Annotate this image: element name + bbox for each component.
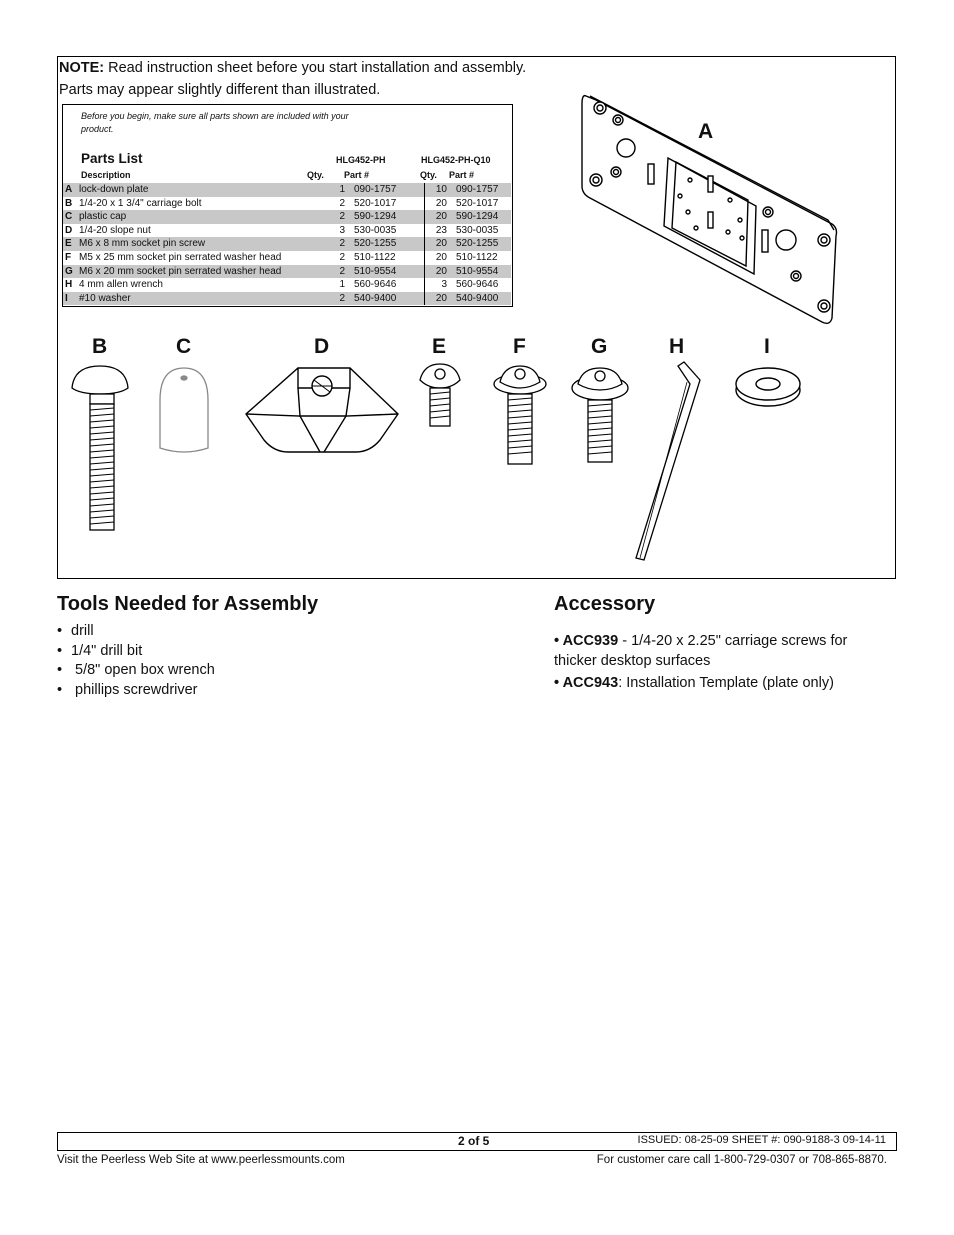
washer-drawing	[736, 368, 800, 406]
carriage-bolt-drawing	[72, 366, 128, 530]
parts-cell-letter: G	[63, 265, 79, 279]
col-part1: Part #	[344, 170, 370, 180]
label-i: I	[764, 335, 770, 358]
parts-cell-qty2: 20	[435, 197, 447, 209]
socket-pin-screw-drawing	[420, 364, 460, 426]
parts-cell-part2: 560-9646	[456, 279, 499, 291]
parts-cell-qty2: 20	[435, 251, 447, 263]
page-number: 2 of 5	[458, 1134, 490, 1148]
parts-cell-part2: 540-9400	[447, 292, 511, 306]
parts-cell-qty1: 2	[331, 237, 345, 251]
accessory-item-2: • ACC943: Installation Template (plate only)	[554, 675, 834, 691]
parts-cell-part1: 520-1255	[345, 237, 425, 251]
parts-cell-part1: 090-1757	[345, 183, 425, 197]
label-f: F	[513, 335, 526, 358]
accessory-title: Accessory	[554, 593, 656, 615]
parts-cell-letter: I	[63, 292, 79, 306]
parts-cell-qty1: 1	[339, 279, 345, 291]
parts-cell-desc: M6 x 20 mm socket pin serrated washer head	[79, 265, 331, 279]
tool-item: • 1/4" drill bit	[57, 642, 215, 662]
tool-item: • drill	[57, 622, 215, 642]
slope-nut-drawing	[246, 368, 398, 452]
accessory-item-1: • ACC939 - 1/4-20 x 2.25" carriage screws for thicker desktop surfaces	[554, 633, 848, 669]
tool-item: • 5/8" open box wrench	[57, 661, 215, 681]
parts-cell-part2: 510-1122	[456, 251, 498, 263]
parts-cell-desc: 4 mm allen wrench	[79, 279, 163, 291]
note-line1: Read instruction sheet before you start installation and assembly.	[104, 60, 527, 76]
parts-cell-qty2: 20	[425, 292, 448, 306]
acc943-code: ACC943	[562, 675, 619, 691]
model2-header: HLG452-PH-Q10	[421, 155, 491, 165]
label-b: B	[92, 335, 108, 358]
parts-cell-qty1: 3	[339, 224, 345, 236]
parts-cell-desc: lock-down plate	[79, 183, 331, 197]
label-a: A	[698, 120, 714, 143]
col-part2: Part #	[449, 170, 475, 180]
parts-cell-desc: plastic cap	[79, 210, 331, 224]
parts-cell-part1: 540-9400	[345, 292, 425, 306]
note-line2: Parts may appear slightly different than illustrated.	[59, 82, 381, 98]
parts-cell-part2: 530-0035	[456, 224, 499, 236]
acc939-text: - 1/4-20 x 2.25" carriage screws for thicker desktop surfaces	[554, 633, 848, 669]
parts-cell-letter: A	[63, 183, 79, 197]
parts-cell-part2: 520-1255	[447, 237, 511, 251]
parts-cell-desc: #10 washer	[79, 292, 331, 306]
label-e: E	[432, 335, 447, 358]
serrated-washer-screw-g-drawing	[572, 368, 628, 462]
parts-cell-qty2: 10	[425, 183, 448, 197]
col-description: Description	[81, 170, 131, 180]
parts-cell-qty2: 20	[425, 265, 448, 279]
website-text: Visit the Peerless Web Site at www.peerlessmounts.com	[57, 1154, 345, 1166]
parts-cell-part1: 590-1294	[345, 210, 425, 224]
acc943-text: : Installation Template (plate only)	[618, 675, 834, 691]
parts-list-title: Parts List	[81, 151, 143, 166]
parts-cell-qty2: 23	[435, 224, 447, 236]
parts-cell-part1: 520-1017	[345, 197, 425, 211]
parts-cell-letter: B	[65, 197, 73, 209]
tools-list	[57, 622, 215, 700]
parts-cell-part2: 590-1294	[447, 210, 511, 224]
parts-cell-qty2: 20	[425, 210, 448, 224]
parts-cell-part1: 560-9646	[345, 278, 425, 292]
parts-cell-qty1: 2	[331, 265, 345, 279]
allen-wrench-drawing	[636, 362, 700, 560]
footer-bar	[57, 1132, 897, 1151]
tools-title: Tools Needed for Assembly	[57, 593, 319, 615]
parts-cell-letter: H	[65, 279, 73, 291]
label-h: H	[669, 335, 685, 358]
parts-cell-part1: 530-0035	[345, 224, 425, 238]
parts-cell-qty1: 2	[331, 292, 345, 306]
model1-header: HLG452-PH	[336, 155, 386, 165]
parts-cell-qty1: 1	[331, 183, 345, 197]
note-label: NOTE:	[59, 60, 105, 76]
parts-cell-part2: 090-1757	[447, 183, 511, 197]
tool-item: • phillips screwdriver	[57, 681, 215, 701]
label-g: G	[591, 335, 608, 358]
label-d: D	[314, 335, 330, 358]
parts-intro: Before you begin, make sure all parts shown are included with your product.	[81, 111, 349, 134]
parts-cell-part1: 510-1122	[345, 251, 425, 265]
label-c: C	[176, 335, 192, 358]
parts-cell-desc: M6 x 8 mm socket pin screw	[79, 237, 331, 251]
parts-cell-desc: M5 x 25 mm socket pin serrated washer head	[79, 251, 282, 263]
parts-cell-qty1: 2	[339, 197, 345, 209]
parts-cell-letter: C	[63, 210, 79, 224]
parts-cell-qty1: 2	[331, 210, 345, 224]
parts-cell-part2: 520-1017	[456, 197, 499, 209]
parts-cell-letter: D	[65, 224, 73, 236]
plastic-cap-drawing	[160, 368, 208, 452]
parts-cell-part1: 510-9554	[345, 265, 425, 279]
parts-cell-qty1: 2	[339, 251, 345, 263]
parts-cell-letter: E	[63, 237, 79, 251]
parts-cell-part2: 510-9554	[447, 265, 511, 279]
parts-cell-desc: 1/4-20 slope nut	[79, 224, 151, 236]
parts-cell-letter: F	[65, 251, 72, 263]
parts-cell-qty2: 20	[425, 237, 448, 251]
col-qty2: Qty.	[420, 170, 437, 180]
parts-illustration	[0, 0, 954, 600]
serrated-washer-screw-f-drawing	[494, 366, 546, 464]
col-qty1: Qty.	[307, 170, 324, 180]
customer-care-text: For customer care call 1-800-729-0307 or 708-865-8870.	[596, 1154, 887, 1166]
acc939-code: ACC939	[562, 633, 619, 649]
parts-cell-desc: 1/4-20 x 1 3/4" carriage bolt	[79, 197, 202, 209]
issued-sheet: ISSUED: 08-25-09 SHEET #: 090-9188-3 09-14-11	[637, 1134, 886, 1146]
parts-cell-qty2: 3	[441, 279, 447, 291]
